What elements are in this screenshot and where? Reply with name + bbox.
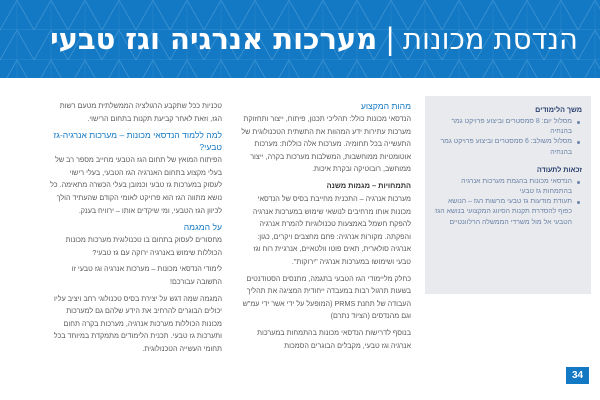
list-item: מסלול משולב: 6 סמסטרים וביצוע פרויקט גמר בהנחיה <box>433 137 572 157</box>
page-title <box>50 14 578 64</box>
paragraph: טכניות ככל שתקבע הרגולציה הממשלתית מטעם רשות הגז, וזאת לאחר קביעת תקנות בתחום הרישוי. <box>59 101 222 123</box>
title-light: הנדסת מכונות <box>403 22 578 56</box>
certificate-list <box>433 177 582 228</box>
paragraph: לימודי הנדסאי מכונות – מערכות אנרגיה וגז טבעי זו התשובה עבורכם! <box>71 264 222 286</box>
paragraph: כחלק מליימודי הגז הטבעי בתגמה, מתנסים הסטודנטים בשעות תרגול רבות במעבדה ייחודית המציגה את תהליך העבודה של תחנת PRMS (המופעל על ידי אשר ידי עמ"ש וגם מהנדסים (הציוד נתרם) <box>242 273 411 321</box>
title-bold: מערכות אנרגיה וגז טבעי <box>50 22 378 56</box>
title-separator: | <box>385 22 395 56</box>
paragraph: הפיתוח המואץ של תחום הגז הטבעי מחייב מספר רב של בעלי מקצוע בתחום האנרגיה הגז הטבעי, בעלי רישוי לעסוק במערכות גז טבעי וכמובן בעלי הכשרה מתאימה. כל נושא מתווה הגז הוא פרויקט לאומי הקודם שהעתיד הולך לכיוון הגז הטבעי, ומי שיקדים אותו – ירוויח בענק. <box>50 155 222 215</box>
section-heading: מהות המקצוע <box>360 101 411 111</box>
list-item: הנדסאי מכונות בהגמת מערכות אנרגיה בהתמחות גז טבעי <box>433 177 572 197</box>
certificate-heading: זכאות לתעודה <box>536 164 582 174</box>
paragraph: בנוסף לדרישות הנדסאי מכונות בהתמחות במערכות אנרגיה וגז טבעי, מקבלים הבוגרים הסמכות <box>257 327 411 350</box>
middle-column <box>239 100 411 356</box>
duration-list <box>433 117 582 158</box>
paragraph: מחסורים לעסוק בתחום בו טכנולוגית מערכות מכונות הכוללות שימוש באנרגיה ירוקה עם גז טבעי? <box>65 235 222 257</box>
paragraph: המגמה שמה דגש על יצירת בסיס טכנולוגי רחב ויציב עליו יכולים הבוגרים להרחיב את הידע שלהם גם למערכות מכונות הכוללות מערכות אנרגיה, מערכות בקרה תחום ותערכות גז טבעי. תכנית הלימודים מתמקדת במיוחד בכל תחומי העשייה הטכנולוגית. <box>53 293 222 353</box>
paragraph: מערכות אנרגיה – התכנית מחייבת בסיס של הנדסאי מכונות אותו מרחיבים לנושאי שימוש במערכות אנרגיה להפקת חשמל באמצעות טכנולוגיות להמרת אנרגיה והפקתה. מקורות אנרגיה: פחם מחצבים ויקרים, כגון: אנרגיה סולארית, תאים פוטו וולטאיים, אנרגיית רוח וגז טבעי ושימושו במערכות אנרגיה "ירוקות". <box>252 193 411 266</box>
info-sidebar <box>425 96 591 294</box>
page-number: 34 <box>566 367 589 384</box>
list-item: מסלול יום: 8 סמסטרים וביצוע פרויקט גמר בהנחיה <box>433 117 572 137</box>
section-heading: על המגמה <box>183 222 222 233</box>
list-item: תעודת מודעות גז טבעי מרשות הגז – הנושא כפוף להסדרת תקנות הסיווג המקצועי בנושא הגז הטבעי אל מול משרדי הממשלה הרלוונטיים <box>433 197 572 228</box>
paragraph: הנדסאי מכונות כולל: תהליכי תכנון, פיתוח, ייצור ותחזוקת מערכות עתירות ידע המהוות את התשתית הטכנולוגית של התעשייה בכל תחומיה. מערכות אלה כוללות: מערכות אוטומטיות ממוחשבות, המשלבות מערכות בקרה, ייצור ממוחשב, רובוטיקה ובקרת איכות. <box>241 114 411 174</box>
header-banner <box>0 0 600 78</box>
duration-heading: משך הלימודים <box>535 105 582 114</box>
section-heading: למה ללמוד הנדסאי מכונות – מערכות אנרגיה-גז טבעי? <box>53 130 222 153</box>
subsection-heading: התמחויות – מגמות משנה <box>326 180 411 190</box>
left-column <box>50 100 222 360</box>
